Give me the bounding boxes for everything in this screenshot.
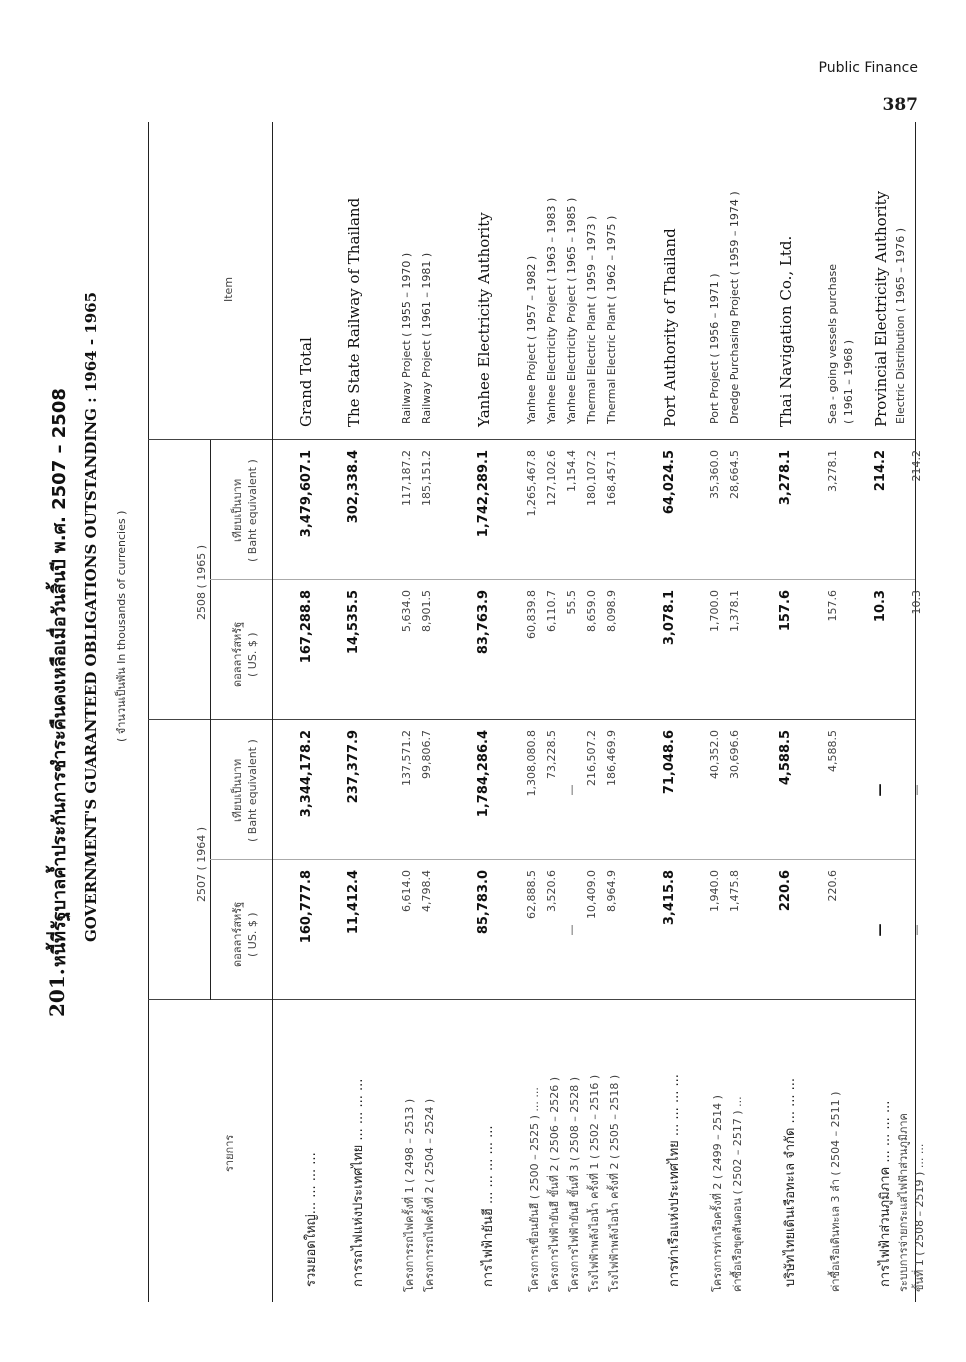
- row-item-label: Electric Distribution ( 1965 – 1976 ): [894, 228, 907, 424]
- row-item-label: Railway Project ( 1961 – 1981 ): [420, 252, 433, 424]
- row-value-baht65: 214.2: [873, 450, 888, 492]
- row-value-baht64: 73,228.5: [545, 730, 558, 779]
- row-value-us65: 14,535.5: [346, 590, 361, 655]
- baht-header-thai: เทียบเป็นบาท: [231, 758, 244, 822]
- row-item-label: Railway Project ( 1955 – 1970 ): [400, 252, 413, 424]
- table-number: 201.: [45, 968, 69, 1017]
- sub-column-divider: [210, 859, 915, 860]
- row-thai-label: โครงการรถไฟครั้งที่ 2 ( 2504 – 2524 ): [423, 1098, 436, 1292]
- thai-item-header: รายการ: [223, 1134, 236, 1172]
- us-dollar-header: ( US. $ ): [246, 632, 259, 677]
- row-thai-label: ค่าซื้อเรือเดินทะเล 3 ลำ ( 2504 – 2511 ): [829, 1091, 842, 1292]
- us-dollar-header: ( US. $ ): [246, 912, 259, 957]
- row-value-us65: 10.3: [910, 590, 923, 615]
- row-value-us64: —: [565, 924, 578, 936]
- row-item-label: Dredge Purchasing Project ( 1959 – 1974 ): [728, 191, 741, 424]
- row-value-us65: 3,078.1: [662, 590, 677, 646]
- row-item-label: Yanhee Electricity Project ( 1963 – 1983 ): [545, 197, 558, 424]
- row-item-label: Yanhee Project ( 1957 – 1982 ): [525, 255, 538, 424]
- item-header: Item: [222, 276, 235, 302]
- row-value-us64: 4,798.4: [420, 870, 433, 912]
- row-thai-label: ระบบการจ่ายกระแสไฟฟ้าส่วนภูมิภาค: [897, 1113, 910, 1292]
- row-value-baht65: 127,102.6: [545, 450, 558, 506]
- row-item-label: Thermal Electric Plant ( 1962 – 1975 ): [605, 215, 618, 424]
- us-dollar-header-thai: ดอลลาร์สหรัฐ: [231, 621, 244, 687]
- row-value-us65: 6,110.7: [545, 590, 558, 632]
- year-1964-header: 2507 ( 1964 ): [195, 826, 208, 902]
- row-thai-label: ขั้นที่ 1 ( 2508 – 2519 ) ... ...: [913, 1143, 926, 1292]
- row-value-baht65: 3,278.1: [826, 450, 839, 492]
- row-value-us64: 62,888.5: [525, 870, 538, 919]
- row-value-us65: 60,839.8: [525, 590, 538, 639]
- row-value-us64: 6,614.0: [400, 870, 413, 912]
- row-value-baht65: 1,154.4: [565, 450, 578, 492]
- row-item-label: Thermal Electric Plant ( 1959 – 1973 ): [585, 215, 598, 424]
- header-bottom-rule: [272, 122, 273, 1302]
- row-thai-label: โครงการเขื่อนยันฮี ( 2500 – 2525 ) ... ...: [528, 1087, 541, 1292]
- row-item-label: Yanhee Electricity Authority: [475, 212, 493, 427]
- row-item-label: Grand Total: [297, 337, 315, 427]
- row-value-baht65: 302,338.4: [346, 450, 361, 524]
- row-value-us64: 220.6: [778, 870, 793, 912]
- row-item-label: Provincial Electricity Authority: [872, 190, 890, 427]
- row-value-baht65: 3,479,607.1: [299, 450, 314, 538]
- row-value-baht64: 99,806.7: [420, 730, 433, 779]
- row-value-us64: 1,475.8: [728, 870, 741, 912]
- table-top-rule: [148, 122, 149, 1302]
- row-value-baht65: 117,187.2: [400, 450, 413, 506]
- row-value-baht64: 4,588.5: [826, 730, 839, 772]
- row-value-baht65: 3,278.1: [778, 450, 793, 506]
- row-value-baht64: 237,377.9: [346, 730, 361, 804]
- row-value-us64: 1,940.0: [708, 870, 721, 912]
- row-item-label: The State Railway of Thailand: [345, 197, 363, 427]
- row-value-baht64: 186,469.9: [605, 730, 618, 786]
- row-thai-label: ค่าซื้อเรือขุดสันดอน ( 2502 – 2517 ) ...: [731, 1096, 744, 1292]
- row-value-baht65: 28,664.5: [728, 450, 741, 499]
- row-value-baht64: 4,588.5: [778, 730, 793, 786]
- column-divider: [148, 719, 915, 720]
- row-value-us64: 85,783.0: [476, 870, 491, 935]
- row-value-baht64: 216,507.2: [585, 730, 598, 786]
- row-value-us64: 220.6: [826, 870, 839, 902]
- row-thai-label: การไฟฟ้าส่วนภูมิภาค ... ... ... ...: [878, 1100, 893, 1287]
- row-thai-label: โรงไฟฟ้าพลังไอน้ำ ครั้งที่ 2 ( 2505 – 2518 ): [608, 1074, 621, 1292]
- row-value-us65: 1,378.1: [728, 590, 741, 632]
- row-value-baht64: 40,352.0: [708, 730, 721, 779]
- year-header-rule: [210, 440, 211, 1000]
- table-bottom-rule: [915, 122, 916, 1302]
- row-value-us64: —: [873, 923, 888, 937]
- row-thai-label: โครงการไฟฟ้ายันฮี ขั้นที่ 3 ( 2508 – 2528 ): [568, 1076, 581, 1292]
- row-value-us64: 10,409.0: [585, 870, 598, 919]
- row-value-us64: 3,520.6: [545, 870, 558, 912]
- row-value-baht64: 71,048.6: [662, 730, 677, 795]
- row-thai-label: โรงไฟฟ้าพลังไอน้ำ ครั้งที่ 1 ( 2502 – 2516 ): [588, 1074, 601, 1292]
- row-value-baht65: 1,265,467.8: [525, 450, 538, 517]
- row-item-label: Yanhee Electricity Project ( 1965 – 1985 ): [565, 197, 578, 424]
- us-dollar-header-thai: ดอลลาร์สหรัฐ: [231, 901, 244, 967]
- sub-column-divider: [210, 579, 915, 580]
- row-value-us65: 5,634.0: [400, 590, 413, 632]
- row-value-us65: 8,098.9: [605, 590, 618, 632]
- row-value-us65: 8,659.0: [585, 590, 598, 632]
- row-value-us64: 3,415.8: [662, 870, 677, 926]
- row-value-us64: 8,964.9: [605, 870, 618, 912]
- row-thai-label: บริษัทไทยเดินเรือทะเล จำกัด ... ... ...: [783, 1077, 798, 1287]
- page-number: 387: [882, 95, 918, 115]
- row-item-label: Port Project ( 1956 – 1971 ): [708, 273, 721, 424]
- row-value-baht65: 185,151.2: [420, 450, 433, 506]
- row-value-us64: —: [910, 924, 923, 936]
- row-value-baht64: —: [873, 783, 888, 797]
- year-1965-header: 2508 ( 1965 ): [195, 544, 208, 620]
- row-value-us65: 10.3: [873, 590, 888, 623]
- row-item-label: Port Authority of Thailand: [661, 228, 679, 427]
- row-value-baht64: 1,308,080.8: [525, 730, 538, 797]
- row-value-us64: 160,777.8: [299, 870, 314, 944]
- row-value-us65: 8,901.5: [420, 590, 433, 632]
- row-value-us65: 55.5: [565, 590, 578, 615]
- row-thai-label: โครงการท่าเรือครั้งที่ 2 ( 2499 – 2514 ): [711, 1095, 724, 1292]
- row-thai-label: การท่าเรือแห่งประเทศไทย ... ... ... ...: [667, 1074, 682, 1287]
- row-item-label: ( 1961 – 1968 ): [842, 339, 855, 424]
- baht-header: ( Baht equivalent ): [246, 459, 259, 562]
- row-value-baht65: 214.2: [910, 450, 923, 482]
- row-thai-label: การรถไฟแห่งประเทศไทย ... ... ... ...: [351, 1078, 366, 1287]
- row-value-baht64: —: [910, 784, 923, 796]
- row-value-us64: 11,412.4: [346, 870, 361, 935]
- row-value-baht65: 35,360.0: [708, 450, 721, 499]
- row-value-baht64: 30,696.6: [728, 730, 741, 779]
- row-value-baht65: 64,024.5: [662, 450, 677, 515]
- row-value-us65: 157.6: [826, 590, 839, 622]
- row-thai-label: โครงการรถไฟครั้งที่ 1 ( 2498 – 2513 ): [403, 1098, 416, 1292]
- column-divider: [148, 439, 915, 440]
- row-value-us65: 1,700.0: [708, 590, 721, 632]
- row-thai-label: การไฟฟ้ายันฮี ... ... ... ... ...: [481, 1125, 496, 1287]
- baht-header: ( Baht equivalent ): [246, 739, 259, 842]
- section-title: Public Finance: [818, 60, 918, 76]
- column-divider: [148, 999, 915, 1000]
- unit-note: ( จำนวนเป็นพัน In thousands of currencies ): [115, 510, 128, 742]
- thai-title: หนี้ที่รัฐบาลค้ำประกันการชำระคืนคงเหลือเมื่อวันสิ้นปี พ.ศ. 2507 – 2508: [49, 388, 70, 967]
- row-value-us65: 83,763.9: [476, 590, 491, 655]
- row-item-label: Thai Navigation Co., Ltd.: [777, 235, 795, 427]
- english-title: GOVERNMENT'S GUARANTEED OBLIGATIONS OUTSTANDING : 1964 - 1965: [82, 291, 100, 942]
- row-value-us65: 157.6: [778, 590, 793, 632]
- row-value-baht65: 1,742,289.1: [476, 450, 491, 538]
- row-value-us65: 167,288.8: [299, 590, 314, 664]
- row-thai-label: รวมยอดใหญ่... ... ... ...: [304, 1152, 319, 1287]
- row-value-baht65: 180,107.2: [585, 450, 598, 506]
- row-value-baht64: 1,784,286.4: [476, 730, 491, 818]
- baht-header-thai: เทียบเป็นบาท: [231, 478, 244, 542]
- row-item-label: Sea - going vessels purchase: [826, 264, 839, 424]
- row-value-baht64: 137,571.2: [400, 730, 413, 786]
- row-value-baht65: 168,457.1: [605, 450, 618, 506]
- row-thai-label: โครงการไฟฟ้ายันฮี ขั้นที่ 2 ( 2506 – 2526 ): [548, 1076, 561, 1292]
- row-value-baht64: —: [565, 784, 578, 796]
- row-value-baht64: 3,344,178.2: [299, 730, 314, 818]
